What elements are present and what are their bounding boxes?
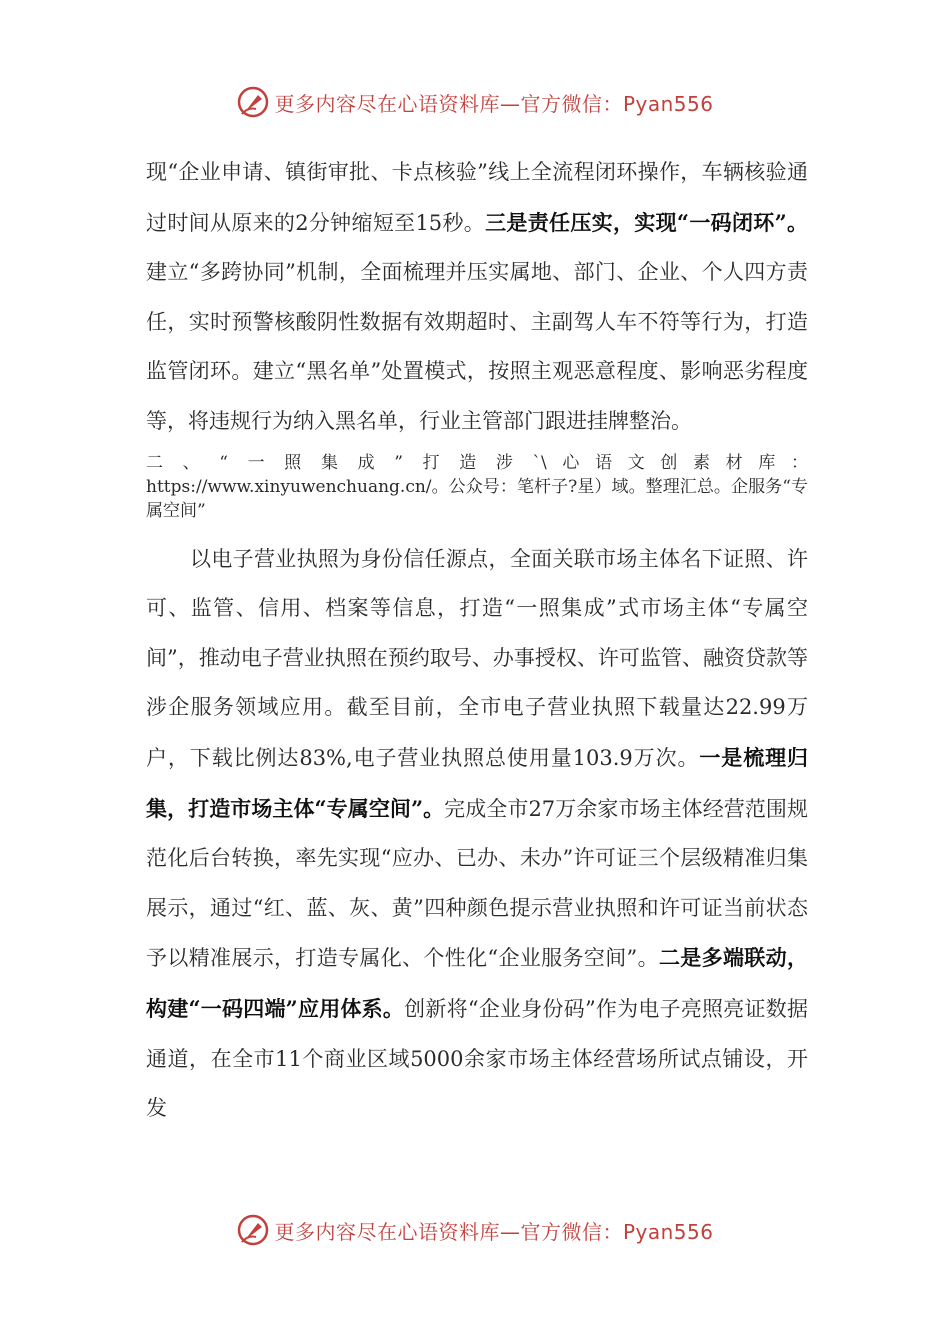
paragraph-2-bold-a: 一是梳理归集，打造市场主体“专属空间”。 bbox=[146, 744, 809, 821]
paragraph-2-text-c: 创新将“企业身份码”作为电子亮照亮证数据通道，在全市11个商业区域5000余家市场主体经营场所试点铺设，开发 bbox=[146, 996, 808, 1121]
section-heading-2 bbox=[146, 451, 808, 523]
paragraph-1-text-b: 建立“多跨协同”机制，全面梳理并压实属地、部门、企业、个人四方责任，实时预警核酸阴性数据有效期超时、主副驾人车不符等行为，打造监管闭环。建立“黑名单”处置模式，按照主观恶意程度、影响恶劣程度等，将违规行为纳入黑名单，行业主管部门跟进挂牌整治。 bbox=[146, 260, 808, 433]
footer-banner bbox=[0, 1210, 950, 1250]
document-body bbox=[146, 148, 808, 1134]
pen-nib-logo-icon bbox=[236, 1213, 270, 1247]
footer-banner-text: 更多内容尽在心语资料库—官方微信：Pyan556 bbox=[274, 1219, 714, 1244]
header-banner-text: 更多内容尽在心语资料库—官方微信：Pyan556 bbox=[274, 91, 714, 116]
paragraph-1-text-a: 现“企业申请、镇街审批、卡点核验”线上全流程闭环操作，车辆核验通过时间从原来的2分钟缩短至15秒。 bbox=[146, 160, 808, 235]
paragraph-1 bbox=[146, 148, 808, 447]
section-heading-lead: 二、“一照集成”打造涉 bbox=[146, 452, 533, 473]
paragraph-2-bold-b: 二是多端联动，构建“一码四端”应用体系。 bbox=[146, 945, 808, 1021]
header-banner bbox=[0, 82, 950, 122]
paragraph-2-text-a: 以电子营业执照为身份信任源点，全面关联市场主体名下证照、许可、监管、信用、档案等信息，打造“一照集成”式市场主体“专属空间”，推动电子营业执照在预约取号、办事授权、许可监管、融资贷款等涉企服务领域应用。截至目前，全市电子营业执照下载量达22.99万户，下载比例达83%,电子营业执照总使用量103.9万次。 bbox=[146, 546, 808, 770]
pen-nib-logo-icon bbox=[236, 85, 270, 119]
paragraph-2 bbox=[146, 535, 808, 1134]
paragraph-2-text-b: 完成全市27万余家市场主体经营范围规范化后台转换，率先实现“应办、已办、未办”许可证三个层级精准归集展示，通过“红、蓝、灰、黄”四种颜色提示营业执照和许可证当前状态予以精准展示，打造专属化、个性化“企业服务空间”。 bbox=[146, 796, 808, 971]
paragraph-1-bold-a: 三是责任压实，实现“一码闭环”。 bbox=[485, 209, 808, 235]
section-heading-rest: `\心语文创素材库：https://www.xinyuwenchuang.cn/。公众号：笔杆子?星）域。整理汇总。企服务“专属空间” bbox=[146, 452, 808, 521]
